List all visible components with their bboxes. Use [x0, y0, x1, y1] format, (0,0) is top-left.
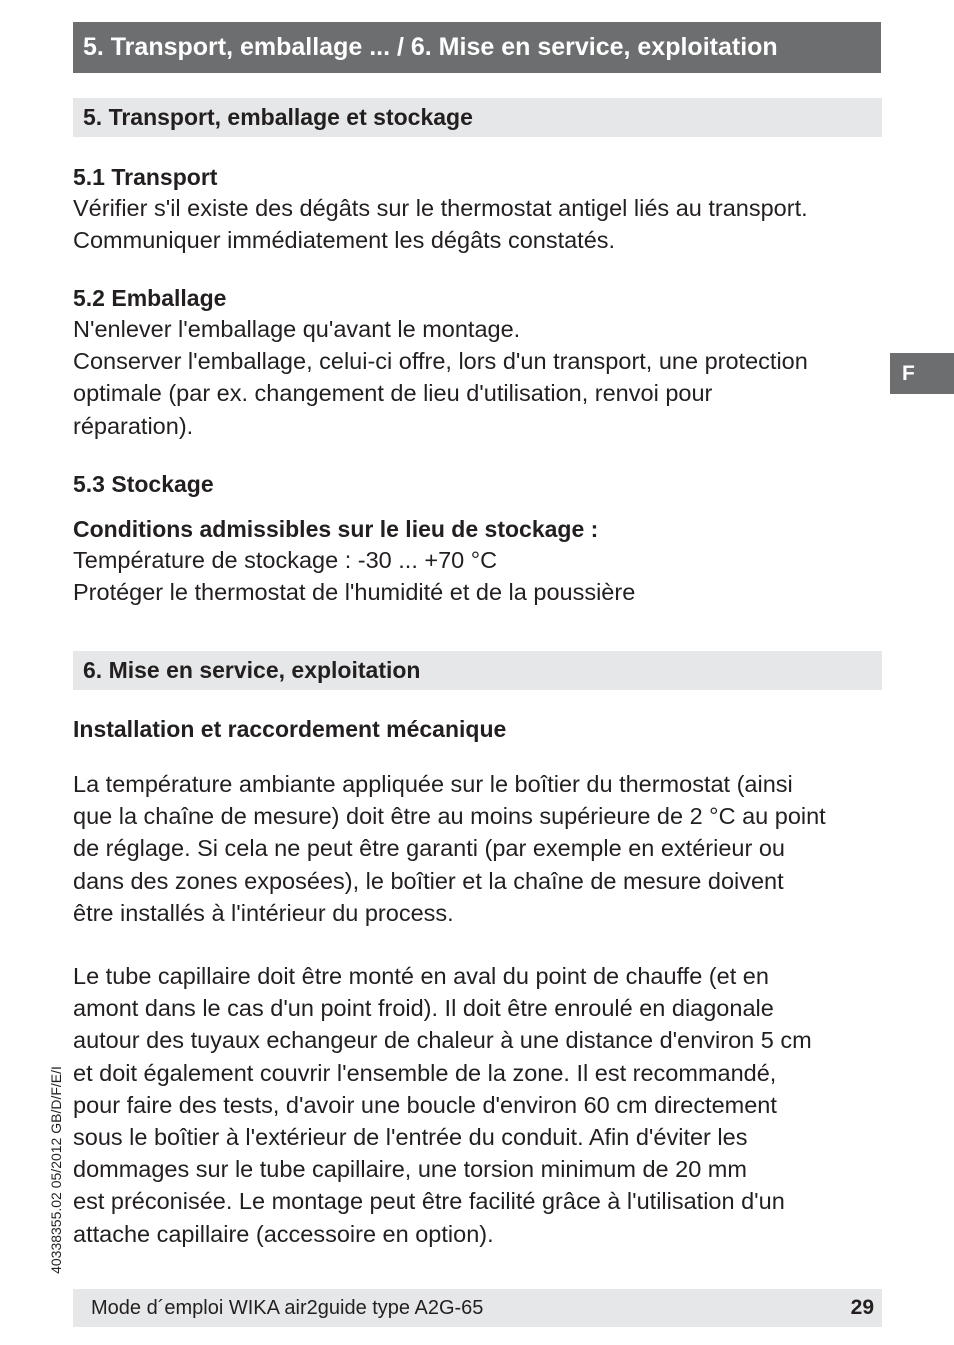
text-line: Température de stockage : -30 ... +70 °C — [73, 547, 498, 573]
text-line: pour faire des tests, d'avoir une boucle d'environ 60 cm directement — [73, 1091, 777, 1118]
text-line: attache capillaire (accessoire en option). — [73, 1220, 494, 1247]
text-line: dommages sur le tube capillaire, une torsion minimum de 20 mm — [73, 1156, 747, 1183]
installation-heading: Installation et raccordement mécanique — [73, 716, 507, 742]
installation-paragraph-1 — [73, 768, 888, 929]
transport-text — [73, 192, 888, 256]
text-line: être installés à l'intérieur du process. — [73, 899, 454, 926]
language-tab: F — [890, 353, 954, 394]
text-line: Le tube capillaire doit être monté en aval du point de chauffe (et en — [73, 963, 769, 989]
text-line: Protéger le thermostat de l'humidité et de la poussière — [73, 579, 636, 606]
stockage-heading: 5.3 Stockage — [73, 471, 214, 497]
text-line: Communiquer immédiatement les dégâts constatés. — [73, 227, 616, 254]
text-line: dans des zones exposées), le boîtier et la chaîne de mesure doivent — [73, 867, 784, 894]
text-line: Conserver l'emballage, celui-ci offre, lors d'un transport, une protection — [73, 348, 808, 375]
stockage-conditions-heading: Conditions admissibles sur le lieu de stockage : — [73, 516, 599, 542]
document-code: 40338355.02 05/2012 GB/D/F/E/I — [48, 1066, 64, 1274]
emballage-heading: 5.2 Emballage — [73, 285, 227, 311]
text-line: est préconisée. Le montage peut être facilité grâce à l'utilisation d'un — [73, 1188, 785, 1215]
text-line: réparation). — [73, 412, 194, 439]
text-line: autour des tuyaux echangeur de chaleur à une distance d'environ 5 cm — [73, 1027, 812, 1054]
text-line: N'enlever l'emballage qu'avant le montage. — [73, 316, 521, 342]
text-line: de réglage. Si cela ne peut être garanti (par exemple en extérieur ou — [73, 835, 785, 862]
text-line: que la chaîne de mesure) doit être au moins supérieure de 2 °C au point — [73, 803, 826, 830]
section-5-title: 5. Transport, emballage et stockage — [73, 98, 882, 137]
text-line: La température ambiante appliquée sur le boîtier du thermostat (ainsi — [73, 771, 793, 797]
page-footer — [73, 1289, 882, 1327]
transport-heading: 5.1 Transport — [73, 164, 218, 190]
section-6-title: 6. Mise en service, exploitation — [73, 651, 882, 690]
page-number: 29 — [850, 1296, 874, 1319]
text-line: Vérifier s'il existe des dégâts sur le thermostat antigel liés au transport. — [73, 195, 808, 221]
text-line: sous le boîtier à l'extérieur de l'entrée du conduit. Afin d'éviter les — [73, 1124, 748, 1151]
emballage-text — [73, 313, 888, 442]
text-line: optimale (par ex. changement de lieu d'utilisation, renvoi pour — [73, 380, 713, 407]
text-line: et doit également couvrir l'ensemble de la zone. Il est recommandé, — [73, 1059, 777, 1086]
stockage-text — [73, 544, 888, 608]
page-header-title: 5. Transport, emballage ... / 6. Mise en service, exploitation — [73, 22, 881, 73]
text-line: amont dans le cas d'un point froid). Il doit être enroulé en diagonale — [73, 995, 774, 1022]
footer-text: Mode d´emploi WIKA air2guide type A2G-65 — [91, 1296, 484, 1319]
installation-paragraph-2 — [73, 960, 888, 1250]
